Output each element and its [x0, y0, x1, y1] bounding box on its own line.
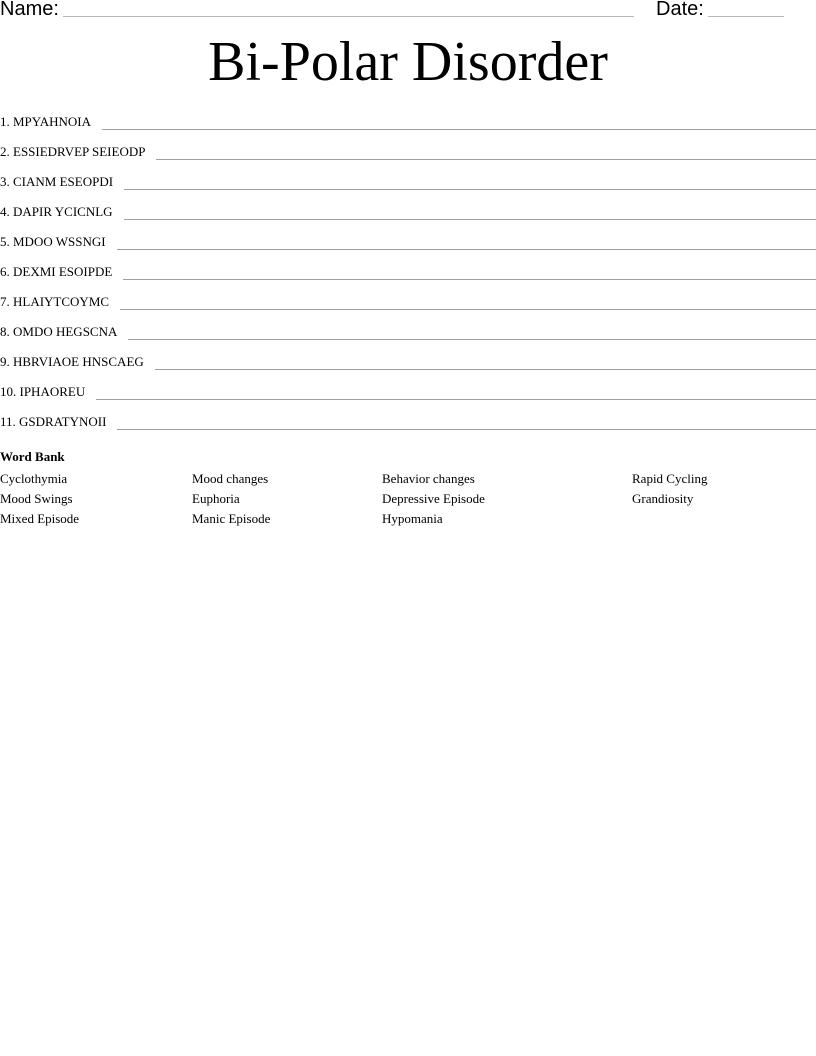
word-bank-item: Depressive Episode [382, 491, 485, 506]
word-bank-item: Mixed Episode [0, 511, 80, 526]
scrambled-word: 3. CIANM ESEOPDI [0, 174, 114, 189]
clue-row [0, 222, 816, 252]
answer-line[interactable] [155, 369, 816, 370]
word-bank-column [0, 469, 79, 529]
scrambled-word: 7. HLAIYTCOYMC [0, 294, 110, 309]
answer-line[interactable] [102, 129, 816, 130]
clue-row [0, 252, 816, 282]
answer-line[interactable] [120, 309, 816, 310]
scrambled-word: 8. OMDO HEGSCNA [0, 324, 118, 339]
answer-line[interactable] [124, 189, 816, 190]
word-bank-item: Euphoria [192, 491, 240, 506]
answer-line[interactable] [96, 399, 816, 400]
word-bank-item: Behavior changes [382, 471, 475, 486]
answer-line[interactable] [123, 279, 816, 280]
word-bank-item: Hypomania [382, 511, 443, 526]
scrambled-word: 1. MPYAHNOIA [0, 114, 92, 129]
clue-list [0, 112, 816, 432]
word-bank-column [192, 469, 270, 529]
date-field-line[interactable] [708, 16, 784, 17]
scrambled-word: 2. ESSIEDRVEP SEIEODP [0, 144, 146, 159]
clue-row [0, 112, 816, 132]
page-title: Bi-Polar Disorder [208, 31, 608, 93]
word-bank-item: Rapid Cycling [632, 471, 708, 486]
scrambled-word: 11. GSDRATYNOII [0, 414, 107, 429]
date-label: Date: [656, 0, 704, 20]
scrambled-word: 5. MDOO WSSNGI [0, 234, 106, 249]
word-bank-grid [0, 469, 816, 539]
name-label: Name: [0, 0, 59, 20]
word-bank-item: Mood changes [192, 471, 269, 486]
clue-row [0, 162, 816, 192]
answer-line[interactable] [156, 159, 816, 160]
clue-row [0, 402, 816, 432]
clue-row [0, 342, 816, 372]
scrambled-word: 4. DAPIR YCICNLG [0, 204, 113, 219]
clue-row [0, 132, 816, 162]
clue-row [0, 312, 816, 342]
scrambled-word: 10. IPHAOREU [0, 384, 86, 399]
answer-line[interactable] [124, 219, 816, 220]
answer-line[interactable] [128, 339, 816, 340]
clue-row [0, 282, 816, 312]
word-bank-item: Mood Swings [0, 491, 73, 506]
clue-row [0, 192, 816, 222]
answer-line[interactable] [117, 429, 816, 430]
answer-line[interactable] [117, 249, 816, 250]
word-bank-title: Word Bank [0, 449, 65, 464]
word-bank-item: Cyclothymia [0, 471, 68, 486]
name-field-line[interactable] [63, 16, 634, 17]
header-row [0, 0, 816, 24]
scrambled-word: 9. HBRVIAOE HNSCAEG [0, 354, 144, 369]
word-bank-item: Grandiosity [632, 491, 694, 506]
scrambled-word: 6. DEXMI ESOIPDE [0, 264, 113, 279]
word-bank [0, 449, 816, 539]
word-bank-column [382, 469, 485, 529]
word-bank-column [632, 469, 707, 509]
clue-row [0, 372, 816, 402]
word-bank-item: Manic Episode [192, 511, 271, 526]
